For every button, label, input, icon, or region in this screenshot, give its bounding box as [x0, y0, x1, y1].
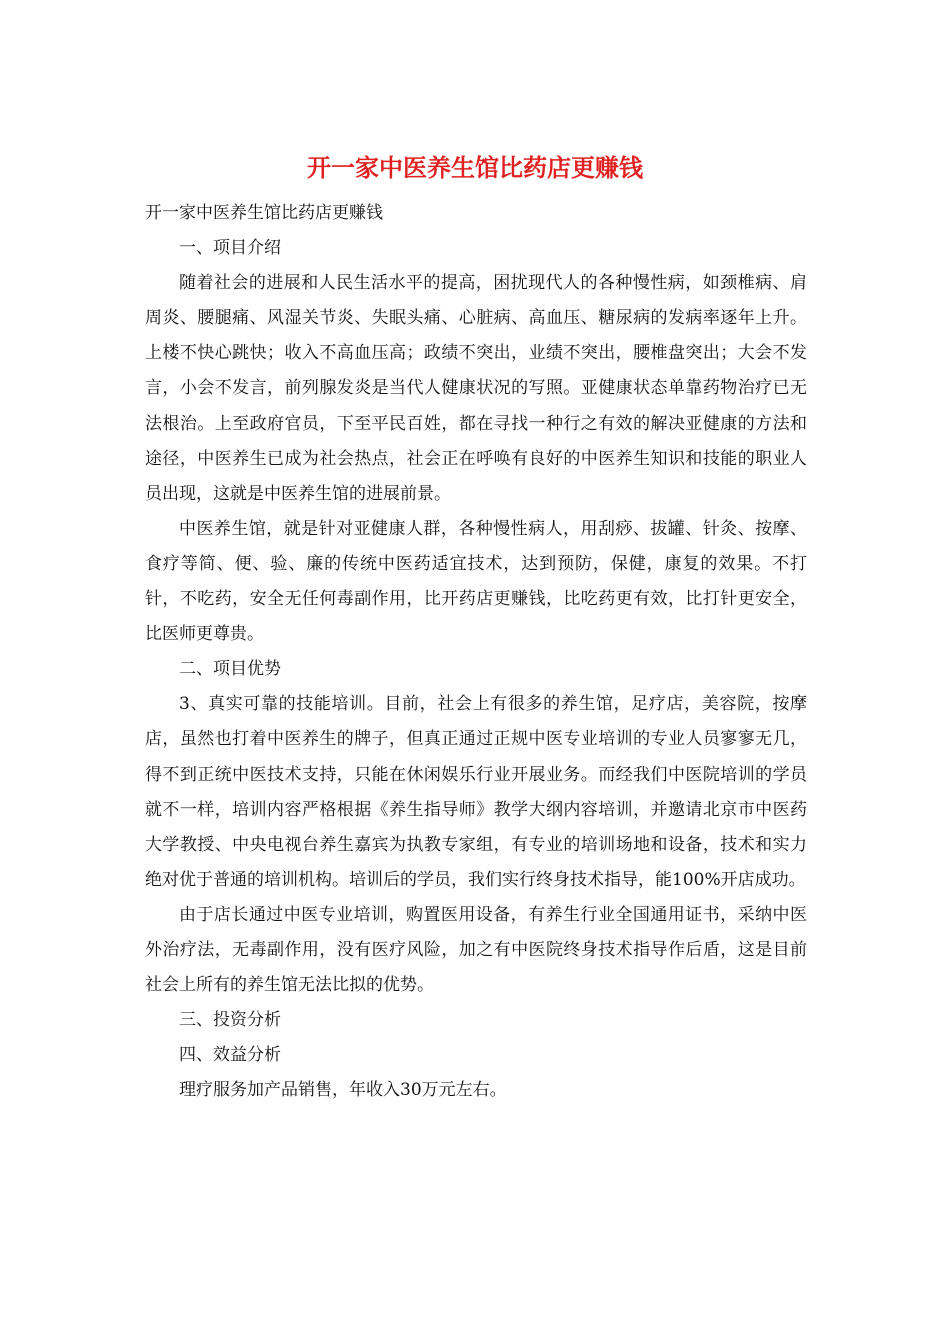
paragraph-subtitle: 开一家中医养生馆比药店更赚钱: [145, 203, 383, 223]
section-heading-benefit: 四、效益分析: [179, 1045, 281, 1066]
document-title: 开一家中医养生馆比药店更赚钱: [307, 153, 643, 182]
section-heading-intro: 一、项目介绍: [179, 238, 281, 259]
paragraph-training: 3、真实可靠的技能培训。目前，社会上有很多的养生馆，足疗店，美容院，按摩店，虽然也打着中医养生的牌子，但真正通过正规中医专业培训的专业人员寥寥无几，得不到正统中医技术支持，只能在休闲娱乐行业开展业务。而经我们中医院培训的学员就不一样，培训内容严格根据《养生指导师》教学大纲内容培训，并邀请北京市中医药大学教授、中央电视台养生嘉宾为执教专家组，有专业的培训场地和设备，技术和实力绝对优于普通的培训机构。培训后的学员，我们实行终身技术指导，能100%开店成功。: [145, 694, 807, 890]
section-heading-investment: 三、投资分析: [179, 1010, 281, 1031]
section-heading-advantages: 二、项目优势: [179, 659, 281, 680]
paragraph-advantage-summary: 由于店长通过中医专业培训，购置医用设备，有养生行业全国通用证书，采纳中医外治疗法，无毒副作用，没有医疗风险，加之有中医院终身技术指导作后盾，这是目前社会上所有的养生馆无法比拟的优势。: [145, 904, 807, 996]
paragraph-revenue: 理疗服务加产品销售，年收入30万元左右。: [179, 1080, 507, 1101]
document-body: [145, 196, 807, 1108]
paragraph-definition: 中医养生馆，就是针对亚健康人群，各种慢性病人，用刮痧、拔罐、针灸、按摩、食疗等简、便、验、廉的传统中医药适宜技术，达到预防，保健，康复的效果。不打针，不吃药，安全无任何毒副作用，比开药店更赚钱，比吃药更有效，比打针更安全，比医师更尊贵。: [145, 518, 807, 645]
paragraph-intro-body: 随着社会的进展和人民生活水平的提高，困扰现代人的各种慢性病，如颈椎病、肩周炎、腰腿痛、风湿关节炎、失眠头痛、心脏病、高血压、糖尿病的发病率逐年上升。上楼不快心跳快；收入不高血压高；政绩不突出，业绩不突出，腰椎盘突出；大会不发言，小会不发言，前列腺发炎是当代人健康状况的写照。亚健康状态单靠药物治疗已无法根治。上至政府官员，下至平民百姓，都在寻找一种行之有效的解决亚健康的方法和途径，中医养生已成为社会热点，社会正在呼唤有良好的中医养生知识和技能的职业人员出现，这就是中医养生馆的进展前景。: [145, 273, 807, 504]
